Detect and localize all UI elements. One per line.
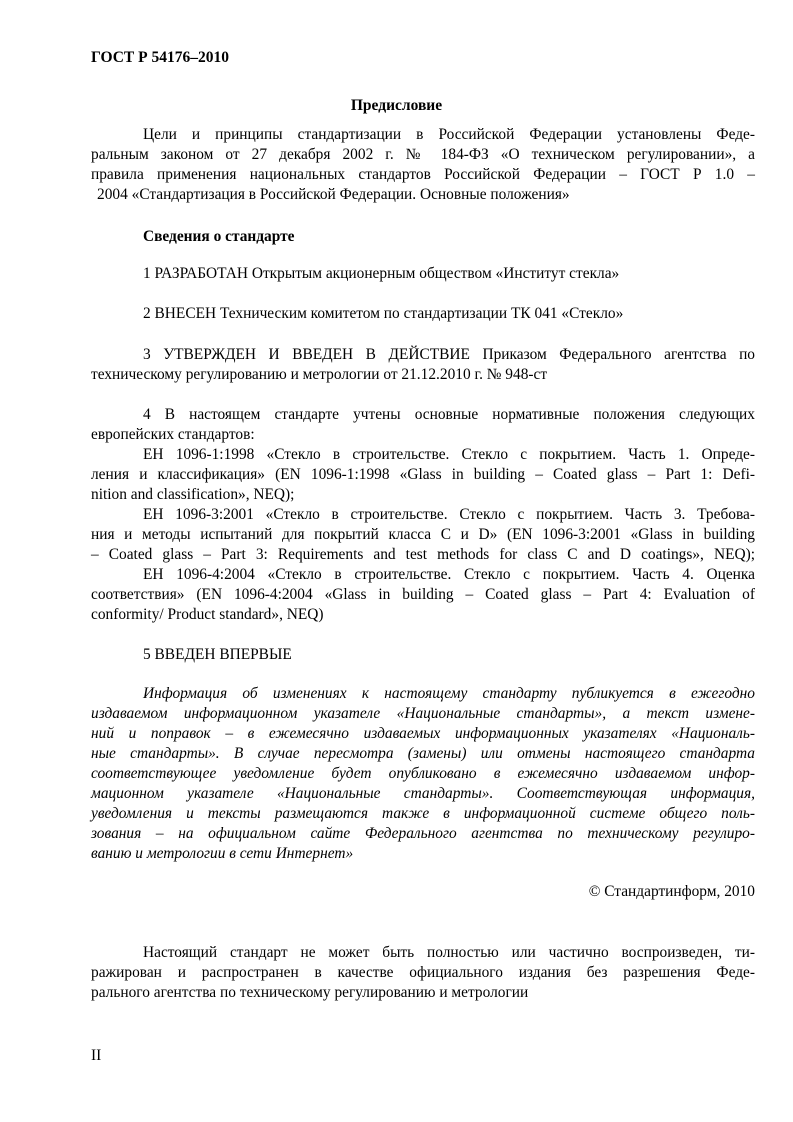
info-item-1: 1 РАЗРАБОТАН Открытым акционерным обществом «Институт стекла» bbox=[143, 265, 620, 282]
info-title: Сведения о стандарте bbox=[143, 228, 295, 245]
text-line: мационном указателе «Национальные стандарты». Соответствующая информация, bbox=[91, 785, 755, 802]
text-line: Настоящий стандарт не может быть полностью или частично воспроизведен, ти- bbox=[143, 944, 755, 961]
text-line: – Coated glass – Part 3: Requirements and test methods for class C and D coatings», NEQ); bbox=[91, 546, 755, 563]
text-line: nition and classification», NEQ); bbox=[91, 486, 295, 503]
text-line: техническому регулированию и метрологии от 21.12.2010 г. № 948-ст bbox=[91, 366, 548, 383]
foreword-paragraph bbox=[91, 125, 755, 205]
info-item-5: 5 ВВЕДЕН ВПЕРВЫЕ bbox=[143, 646, 292, 663]
text-line: ния и методы испытаний для покрытий класса С и D» (EN 1096-3:2001 «Glass in building bbox=[91, 526, 755, 543]
text-line: издаваемом информационном указателе «Национальные стандарты», а текст измене- bbox=[91, 705, 755, 722]
text-line: зования – на официальном сайте Федерального агентства по техническому регулиро- bbox=[91, 825, 755, 842]
info-item-3 bbox=[91, 345, 755, 385]
text-line: соответствия» (EN 1096-4:2004 «Glass in building – Coated glass – Part 4: Evaluation of bbox=[91, 586, 755, 603]
text-line: европейских стандартов: bbox=[91, 426, 255, 443]
reproduction-paragraph bbox=[91, 943, 755, 1003]
standard-code: ГОСТ Р 54176–2010 bbox=[91, 49, 229, 66]
text-line: ванию и метрологии в сети Интернет» bbox=[91, 845, 354, 862]
text-line: ЕН 1096-3:2001 «Стекло в строительстве. Стекло с покрытием. Часть 3. Требова- bbox=[143, 506, 755, 523]
text-line: ные стандарты». В случае пересмотра (замены) или отмены настоящего стандарта bbox=[91, 745, 755, 762]
text-line: ражирован и распространен в качестве официального издания без разрешения Феде- bbox=[91, 964, 755, 981]
text-line: правила применения национальных стандартов Российской Федерации – ГОСТ Р 1.0 – bbox=[91, 166, 755, 183]
text-line: ЕН 1096-4:2004 «Стекло в строительстве. Стекло с покрытием. Часть 4. Оценка bbox=[143, 566, 755, 583]
text-line: ления и классификация» (EN 1096-1:1998 «Glass in building – Coated glass – Part 1: Defi- bbox=[91, 466, 755, 483]
text-line: соответствующее уведомление будет опубликовано в ежемесячно издаваемом инфор- bbox=[91, 765, 755, 782]
foreword-title: Предисловие bbox=[350, 97, 443, 114]
info-item-4 bbox=[91, 405, 755, 625]
info-item-2: 2 ВНЕСЕН Техническим комитетом по стандартизации ТК 041 «Стекло» bbox=[143, 305, 624, 322]
text-line: Информация об изменениях к настоящему стандарту публикуется в ежегодно bbox=[143, 685, 755, 702]
text-line: ральным законом от 27 декабря 2002 г. № 184-ФЗ «О техническом регулировании», а bbox=[91, 146, 755, 163]
text-line: 2004 «Стандартизация в Российской Федерации. Основные положения» bbox=[97, 186, 570, 203]
text-line: ЕН 1096-1:1998 «Стекло в строительстве. Стекло с покрытием. Часть 1. Опреде- bbox=[143, 446, 755, 463]
notice-paragraph bbox=[91, 684, 755, 864]
text-line: Цели и принципы стандартизации в Российской Федерации установлены Феде- bbox=[143, 126, 755, 143]
text-line: уведомления и тексты размещаются также в информационной системе общего поль- bbox=[91, 805, 755, 822]
text-line: рального агентства по техническому регулированию и метрологии bbox=[91, 984, 529, 1001]
text-line: 4 В настоящем стандарте учтены основные нормативные положения следующих bbox=[143, 406, 755, 423]
text-line: conformity/ Product standard», NEQ) bbox=[91, 606, 324, 623]
page-number: II bbox=[91, 1047, 102, 1064]
text-line: 3 УТВЕРЖДЕН И ВВЕДЕН В ДЕЙСТВИЕ Приказом Федерального агентства по bbox=[143, 346, 755, 363]
copyright-notice: © Стандартинформ, 2010 bbox=[588, 883, 755, 900]
text-line: ний и поправок – в ежемесячно издаваемых информационных указателях «Националь- bbox=[91, 725, 755, 742]
